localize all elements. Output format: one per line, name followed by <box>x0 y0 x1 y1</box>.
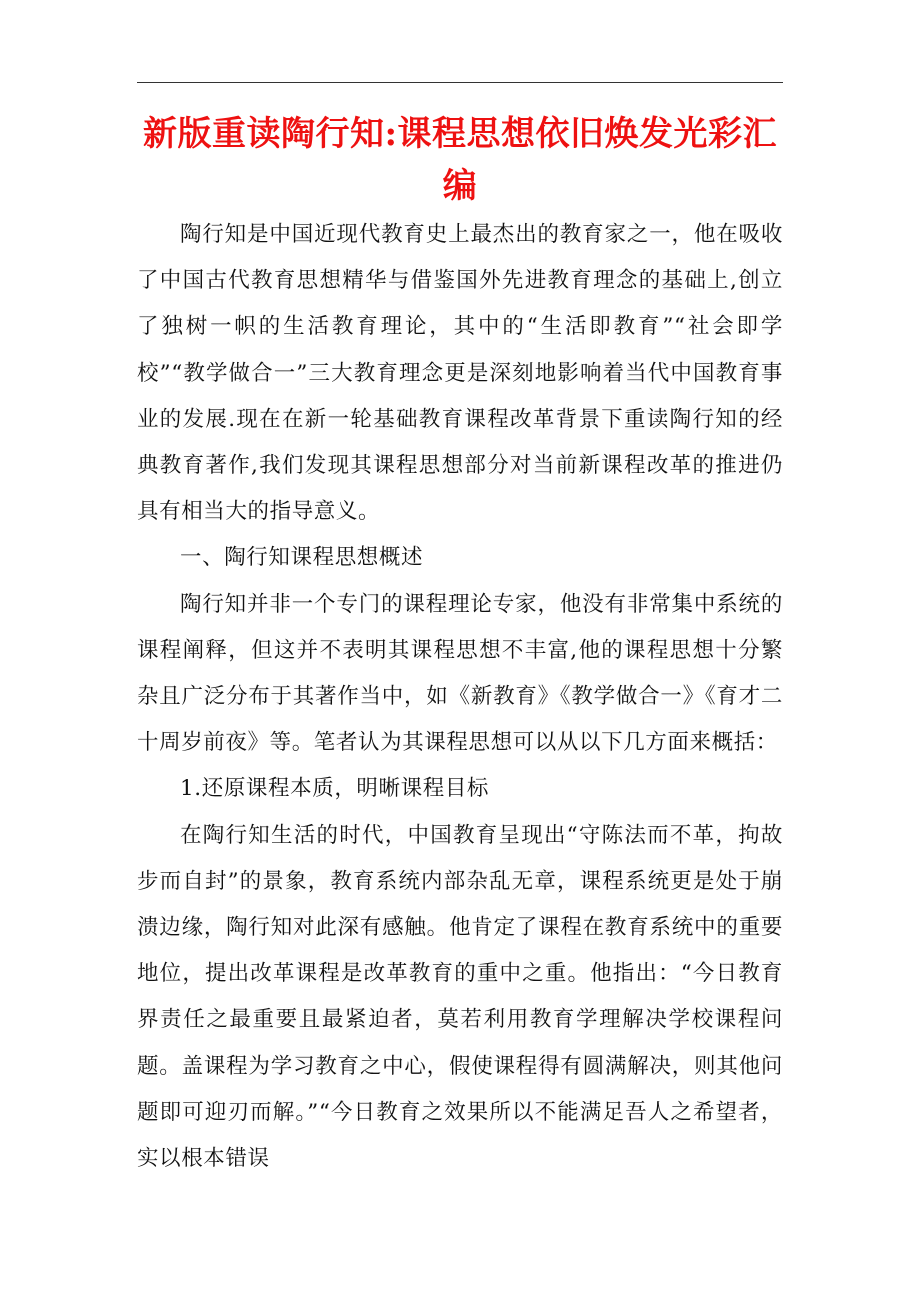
section-heading-1: 一、陶行知课程思想概述 <box>180 545 424 571</box>
paragraph-overview: 陶行知并非一个专门的课程理论专家，他没有非常集中系统的课程阐释，但这并不表明其课程思想不丰富,他的课程思想十分繁杂且广泛分布于其著作当中，如《新教育》《教学做合一》《育才二十周岁前夜》等。笔者认为其课程思想可以从以下几方面来概括： <box>137 591 783 756</box>
document-title: 新版重读陶行知:课程思想依旧焕发光彩汇编 <box>142 114 778 206</box>
header-rule <box>137 82 783 83</box>
paragraph-context: 在陶行知生活的时代，中国教育呈现出“守陈法而不革，拘故步而自封”的景象，教育系统内部杂乱无章，课程系统更是处于崩溃边缘，陶行知对此深有感触。他肯定了课程在教育系统中的重要地位，提出改革课程是改革教育的重中之重。他指出：“今日教育界责任之最重要且最紧迫者，莫若利用教育学理解决学校课程问题。盖课程为学习教育之中心，假使课程得有圆满解决，则其他问题即可迎刃而解。”“今日教育之效果所以不能满足吾人之希望者，实以根本错误 <box>137 822 783 1172</box>
document-body <box>137 212 783 1182</box>
paragraph-intro: 陶行知是中国近现代教育史上最杰出的教育家之一，他在吸收了中国古代教育思想精华与借鉴国外先进教育理念的基础上,创立了独树一帜的生活教育理论，其中的“生活即教育”“社会即学校”“教学做合一”三大教育理念更是深刻地影响着当代中国教育事业的发展.现在在新一轮基础教育课程改革背景下重读陶行知的经典教育著作,我们发现其课程思想部分对当前新课程改革的推进仍具有相当大的指导意义。 <box>137 222 783 525</box>
subsection-heading-1: 1.还原课程本质，明晰课程目标 <box>180 776 490 802</box>
